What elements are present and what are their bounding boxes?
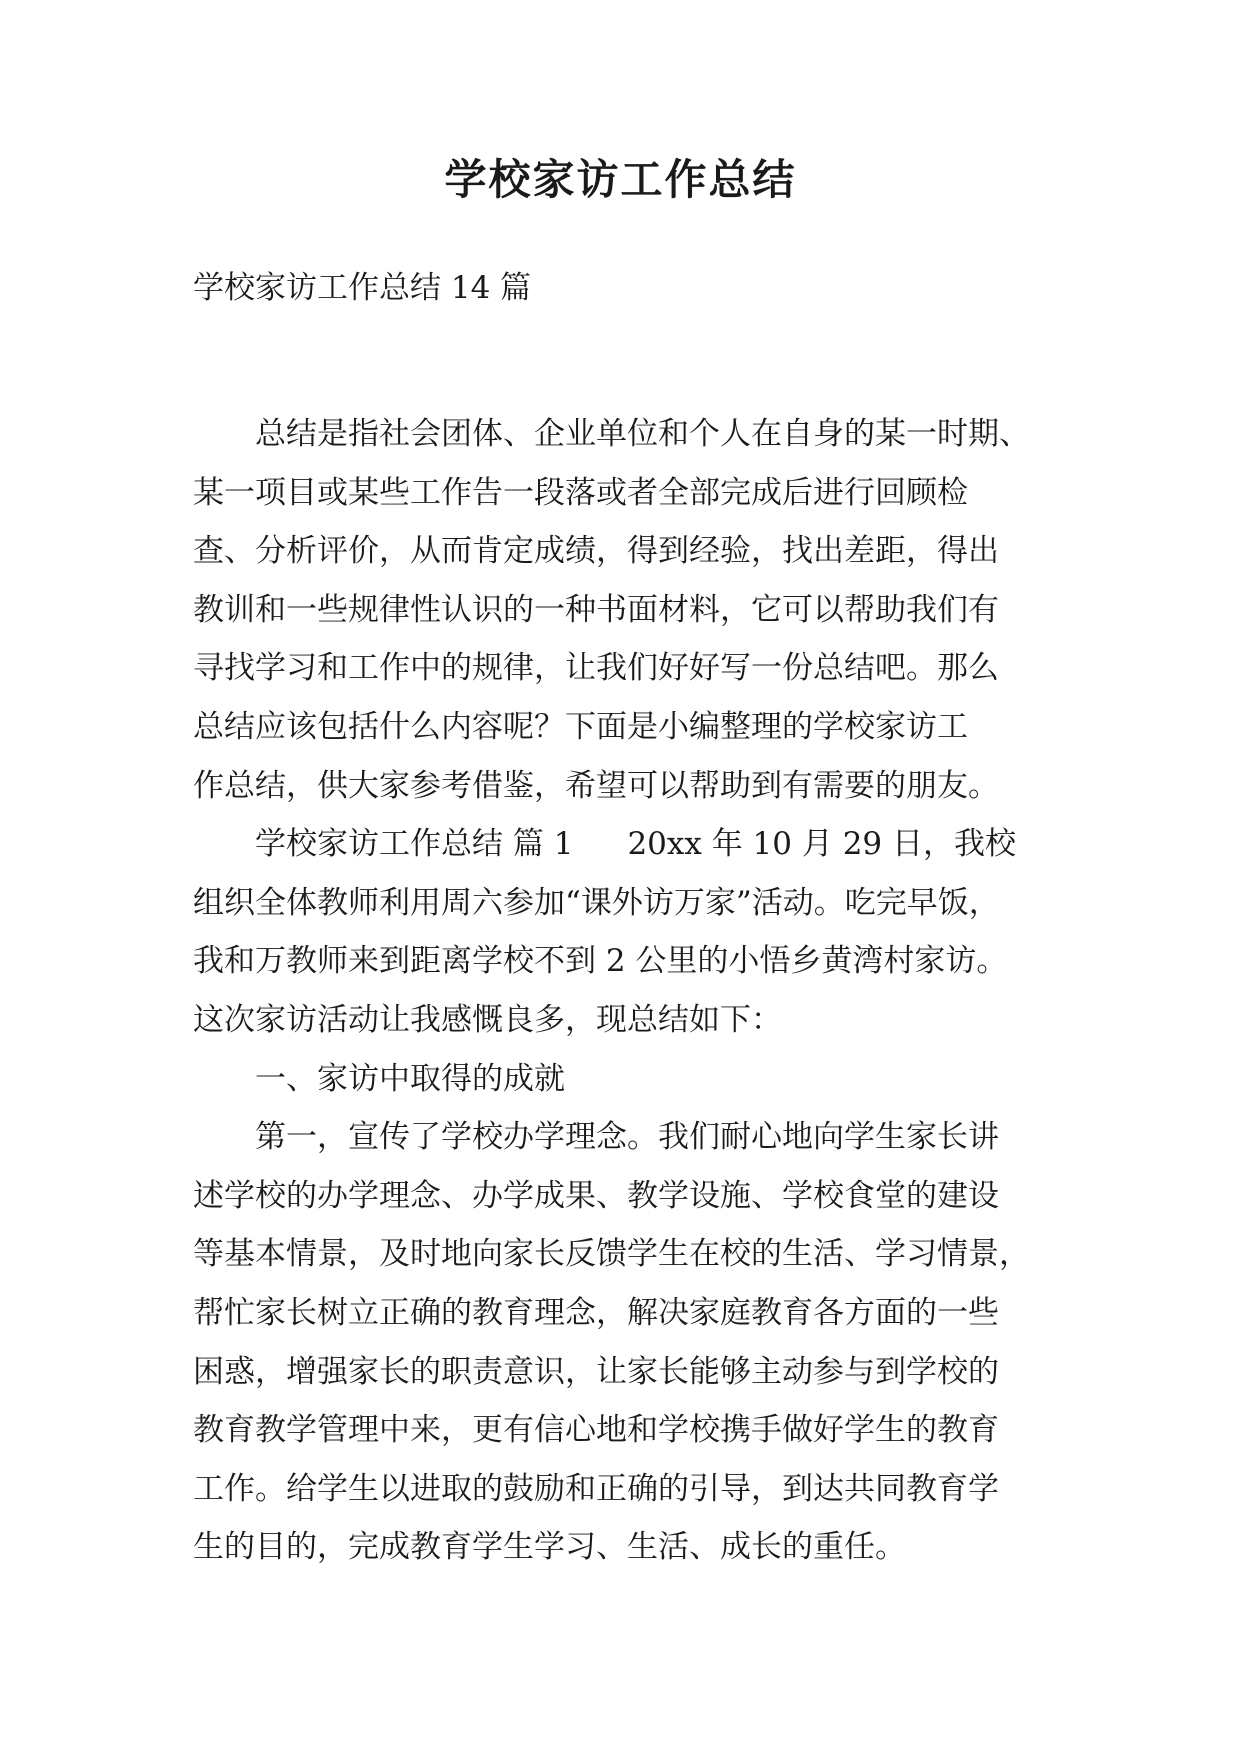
paragraph-line: 教育教学管理中来，更有信心地和学校携手做好学生的教育 bbox=[193, 1412, 999, 1449]
paragraph-line bbox=[193, 815, 1051, 874]
paragraph-line: 述学校的办学理念、办学成果、教学设施、学校食堂的建设 bbox=[193, 1177, 999, 1214]
paragraph-line: 这次家访活动让我感慨良多，现总结如下： bbox=[193, 1001, 782, 1038]
paragraph-line: 第一，宣传了学校办学理念。我们耐心地向学生家长讲 bbox=[255, 1119, 999, 1156]
paragraph-line: 组织全体教师利用周六参加“课外访万家”活动。吃完早饭， bbox=[193, 884, 1000, 921]
document-subtitle: 学校家访工作总结 14 篇 bbox=[193, 270, 532, 306]
paragraph-line: 作总结，供大家参考借鉴，希望可以帮助到有需要的朋友。 bbox=[193, 767, 999, 804]
section-label: 学校家访工作总结 篇 1 bbox=[255, 826, 574, 863]
paragraph-line: 生的目的，完成教育学生学习、生活、成长的重任。 bbox=[193, 1529, 906, 1566]
paragraph-line: 查、分析评价，从而肯定成绩，得到经验，找出差距，得出 bbox=[193, 533, 999, 570]
document-title: 学校家访工作总结 bbox=[444, 155, 797, 204]
date-text: 20xx 年 10 月 29 日，我校 bbox=[627, 826, 1017, 863]
paragraph-line: 教训和一些规律性认识的一种书面材料，它可以帮助我们有 bbox=[193, 591, 999, 628]
paragraph-line: 帮忙家长树立正确的教育理念，解决家庭教育各方面的一些 bbox=[193, 1294, 999, 1331]
paragraph-line: 工作。给学生以进取的鼓励和正确的引导，到达共同教育学 bbox=[193, 1470, 999, 1507]
section-heading: 一、家访中取得的成就 bbox=[255, 1060, 565, 1097]
document-body bbox=[193, 405, 1051, 1577]
paragraph-line: 困惑，增强家长的职责意识，让家长能够主动参与到学校的 bbox=[193, 1353, 999, 1390]
paragraph-line: 寻找学习和工作中的规律，让我们好好写一份总结吧。那么 bbox=[193, 650, 999, 687]
paragraph-line: 等基本情景，及时地向家长反馈学生在校的生活、学习情景， bbox=[193, 1236, 1030, 1273]
paragraph-line: 某一项目或某些工作告一段落或者全部完成后进行回顾检 bbox=[193, 474, 968, 511]
paragraph-line: 我和万教师来到距离学校不到 2 公里的小悟乡黄湾村家访。 bbox=[193, 943, 1008, 980]
paragraph-line: 总结应该包括什么内容呢？下面是小编整理的学校家访工 bbox=[193, 708, 968, 745]
paragraph-line: 总结是指社会团体、企业单位和个人在自身的某一时期、 bbox=[255, 416, 1030, 452]
